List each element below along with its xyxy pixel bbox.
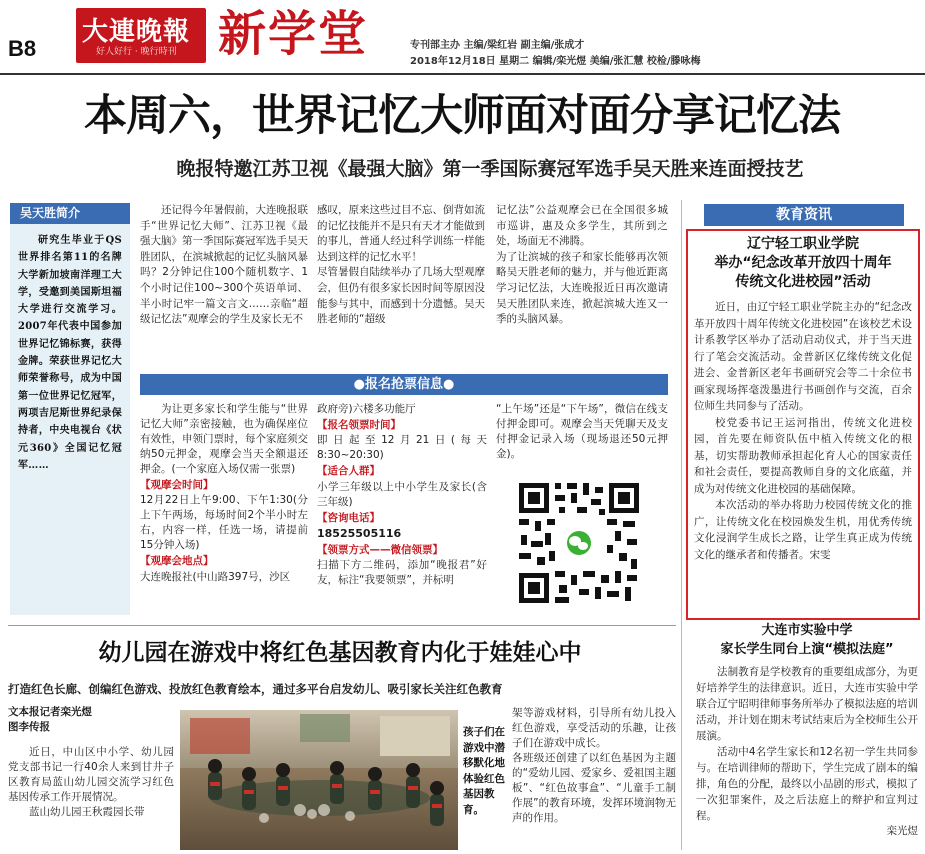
signup-deadline: 即日起至12月21日(每天8:30~20:30) — [317, 434, 487, 462]
edu-article-2 — [696, 621, 918, 851]
kg-headline: 幼儿园在游戏中将红色基因教育内化于娃娃心中 — [98, 640, 582, 666]
edu-article-1-title-1: 辽宁轻工职业学院 — [747, 236, 859, 252]
edu-article-1-p2: 校党委书记王运河指出，传统文化进校园，首先要在师资队伍中植入传统文化的根基，切实帮助教师承担起化育人心的国家责任和社会责任，要提高教师自身的文化底蕴，并成为对传统文化进校园的基础保障。 — [694, 416, 912, 495]
signup-time: 12月22日上午9:00、下午1:30(分上下午两场，每场时间2个半小时左右，内容一样，任选一场，请提前15分钟入场) — [140, 494, 308, 552]
signup-deadline-heading: 【报名领票时间】 — [317, 419, 401, 431]
edu-article-2-title-2: 家长学生同台上演“模拟法庭” — [720, 642, 894, 657]
signup-method-heading: 【领票方式——微信领票】 — [317, 543, 443, 556]
signup-audience: 小学三年级以上中小学生及家长(含三年级) — [317, 480, 487, 508]
edu-article-1 — [686, 229, 920, 620]
kg-left-col — [8, 705, 174, 853]
signup-place: 大连晚报社(中山路397号，沙区 — [140, 570, 291, 583]
signup-place-heading: 【观摩会地点】 — [140, 555, 214, 568]
signup-method: 扫描下方二维码，添加“晚报君”好友，标注“我要领票”，并标明 — [317, 559, 487, 587]
bio-title: 吴天胜简介 — [10, 203, 130, 224]
qr-code[interactable] — [515, 479, 643, 607]
edu-article-1-title-3: 传统文化进校园”活动 — [735, 274, 871, 290]
edu-section-title: 教育资讯 — [704, 204, 904, 226]
edu-article-1-p1: 近日，由辽宁轻工职业学院主办的“纪念改革开放四十周年传统文化进校园”在该校艺术设计系教学区举办了活动启动仪式，并于当天进行了笔会交流活动。金普新区亿缘传统文化促进会、金普新区老年书画研究会等二十余位书画家现场挥毫泼墨进行书画创作与交流，百余位师生共同参与了活动。 — [694, 301, 912, 412]
bio-box — [10, 203, 130, 615]
article-col-3: 记忆法”公益观摩会已在全国很多城市巡讲，惠及众多学生，其所到之处，场面无不沸腾。 为了让滨城的孩子和家长能够再次领略吴天胜老师的魅力，并与他近距离学习记忆法，大连晚报近日再次邀请吴天胜团队来连，掀起滨城大连又一季的头脑风暴。 — [496, 204, 668, 326]
signup-col-2 — [317, 402, 487, 617]
edu-article-1-p3: 本次活动的举办将助力校园传统文化的推广，让传统文化在校园焕发生机，用优秀传统文化浸润学生成长之路，让学生真正成为传统文化的继承者和传播者。宋雯 — [694, 499, 912, 561]
signup-col-1 — [140, 402, 308, 617]
qr-code-graphic — [515, 479, 643, 607]
kg-right-col: 架等游戏材料，引导所有幼儿投入红色游戏，享受活动的乐趣，让孩子们在游戏中成长。 各班级还创建了以红色基因为主题的“爱幼儿园、爱家乡、爱祖国主题板”、“红色故事盒”、“儿童手工制作展”的教育环境，发挥环境润物无声的作用。 — [512, 707, 676, 824]
paper-logo — [76, 8, 206, 63]
paper-logo-slogan: 好人好行 · 晚行時刊 — [96, 47, 177, 57]
edu-article-2-p2: 活动中4名学生家长和12名初一学生共同参与。在培训律师的帮助下，学生完成了剧本的编排，角色的分配，最终以小品剧的形式，模拟了一次犯罪案件，及之后法庭上的辩护和宣判过程。 — [696, 746, 918, 822]
kg-subhead: 打造红色长廊、创编红色游戏、投放红色教育绘本，通过多平台启发幼儿、吸引家长关注红色教育 — [8, 682, 503, 696]
section-title: 新学堂 — [218, 6, 369, 62]
edu-article-1-title-2: 举办“纪念改革开放四十周年 — [714, 255, 892, 271]
bio-text: 研究生毕业于QS世界排名第11的名牌大学新加坡南洋理工大学，受邀到美国斯坦福大学进行交流学习。2007年代表中国参加世界记忆锦标赛，获得金牌。荣获世界记忆大师荣誉称号，成为中国第一位世界记忆冠军，两项吉尼斯世界纪录保持者，中央电视台《状元360》全国记忆冠军…… — [18, 235, 122, 471]
kg-photo — [180, 710, 458, 850]
signup-time-heading: 【观摩会时间】 — [140, 479, 214, 491]
signup-phone-heading: 【咨询电话】 — [317, 511, 380, 524]
lead-subhead: 晚报特邀江苏卫视《最强大脑》第一季国际赛冠军选手吴天胜来连面授技艺 — [176, 158, 804, 180]
section-rule — [8, 625, 676, 626]
kg-caption: 孩子们在游戏中潜移默化地体验红色基因教育。 — [463, 726, 505, 816]
credits-line-2: 2018年12月18日 星期二 编辑/栾光煜 美编/张汇慧 校检/滕咏梅 — [410, 56, 701, 67]
kg-photo-image — [180, 710, 458, 850]
kg-byline-2: 图李传报 — [8, 721, 50, 733]
article-col-1: 还记得今年暑假前，大连晚报联手“世界记忆大师”、江苏卫视《最强大脑》第一季国际赛冠军选手吴天胜团队，在滨城掀起的记忆头脑风暴吗？2分钟记住100个随机数字、1个小时记住100~300个英语单词、半小时记牢一篇文言文……亲临“超级记忆法”观摩会的学生及家长无不 — [140, 204, 308, 326]
signup-place-cont: 政府旁)六楼多功能厅 — [317, 403, 416, 415]
kg-p1: 近日，中山区中小学、幼儿园党支部书记一行40余人来到甘井子区教育局蓝山幼儿园交流学习红色基因传承工作开展情况。 — [8, 746, 174, 803]
lead-headline: 本周六，世界记忆大师面对面分享记忆法 — [84, 91, 840, 141]
masthead-rule — [0, 73, 925, 75]
column-divider — [681, 200, 682, 850]
edu-article-2-p1: 法制教育是学校教育的重要组成部分，为更好培养学生的法律意识。近日，大连市实验中学联合辽宁昭明律师事务所举办了模拟法庭的培训活动，并计划在期末考试结束后为全校师生公开展演。 — [696, 666, 918, 742]
edu-article-2-byline: 栾光煜 — [886, 825, 918, 837]
signup-phone: 18525505116 — [317, 526, 402, 540]
signup-audience-heading: 【适合人群】 — [317, 465, 380, 478]
kg-p2: 蓝山幼儿园王秋霞园长带 — [29, 806, 145, 818]
signup-bar: ●报名抢票信息● — [140, 374, 668, 395]
masthead — [0, 0, 925, 72]
signup-col-3: “上午场”还是“下午场”，微信在线支付押金即可。观摩会当天凭聊天及支付押金记录入场（现场退还50元押金)。 — [496, 403, 668, 460]
credits-line-1: 专刊部主办 主编/梁红岩 副主编/张成才 — [410, 40, 585, 51]
paper-logo-name: 大連晚報 — [82, 17, 191, 47]
page-number: B8 — [8, 36, 37, 61]
article-col-2: 感叹，原来这些过目不忘、倒背如流的记忆技能并不是只有天才才能做到的事儿，普通人经过科学训练一样能达到这样的记忆水平！ 尽管暑假自陆续举办了几场大型观摩会，但仍有很多家长因时间等原因没能参与其中，而感到十分遗憾。吴天胜老师的“超级 — [317, 204, 485, 326]
signup-intro: 为让更多家长和学生能与“世界记忆大师”亲密接触，也为确保座位有效性，申领门票时，每个家庭须交纳50元押金，观摩会当天全额退还押金。(一个家庭入场仅需一张票) — [140, 403, 308, 475]
edu-article-2-title-1: 大连市实验中学 — [761, 623, 853, 638]
kg-byline-1: 文本报记者栾光煜 — [8, 706, 92, 718]
